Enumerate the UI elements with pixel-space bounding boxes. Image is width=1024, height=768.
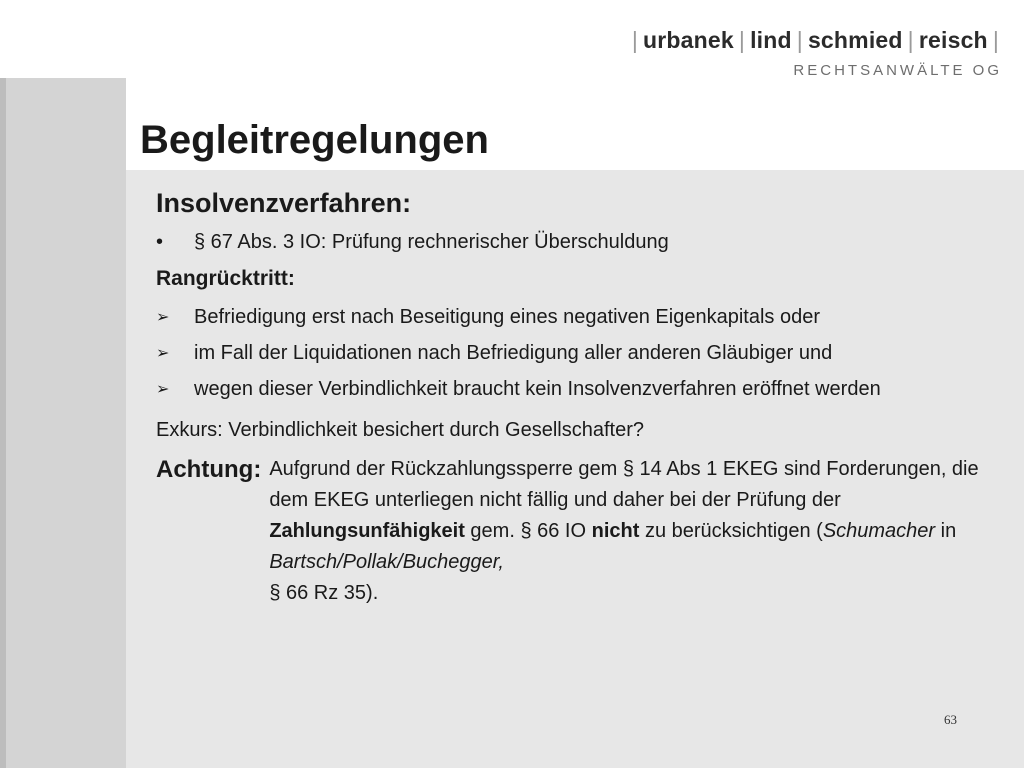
page-number: 63 — [944, 712, 957, 727]
arrow-item — [156, 375, 996, 404]
attention-label: Achtung: — [156, 456, 262, 483]
logo-name-reisch: reisch — [918, 27, 988, 53]
bullet-item — [156, 228, 1016, 256]
attention-text-part: § 66 Rz 35). — [269, 582, 379, 604]
slide-body — [156, 184, 1016, 609]
attention-text-part: Aufgrund der Rückzahlungssperre gem § 14 Abs 1 EKEG sind Forderungen, die dem EKEG unterliegen nicht fällig und daher bei der Prüfung der — [269, 458, 979, 511]
arrow-item-text: im Fall der Liquidationen nach Befriedigung aller anderen Gläubiger und — [194, 342, 833, 364]
arrow-bullet-icon: ➢ — [156, 381, 170, 398]
arrow-item-text: wegen dieser Verbindlichkeit braucht kein Insolvenzverfahren eröffnet werden — [194, 378, 881, 400]
attention-text-part: in — [935, 520, 957, 542]
logo-separator: | — [631, 27, 638, 53]
attention-bold-nicht: nicht — [591, 520, 640, 542]
bullet-icon: • — [156, 231, 164, 253]
logo-separator: | — [907, 27, 914, 53]
firm-logo — [627, 27, 1004, 54]
slide-title: Begleitregelungen — [140, 118, 489, 162]
arrow-item — [156, 303, 1016, 332]
attention-text-part: zu berücksichtigen ( — [639, 520, 823, 542]
attention-block — [156, 454, 1006, 609]
sub-heading: Rangrücktritt: — [156, 267, 295, 290]
attention-text — [261, 454, 989, 609]
logo-name-schmied: schmied — [807, 27, 903, 53]
exkurs-text: Exkurs: Verbindlichkeit besichert durch Gesellschafter? — [156, 419, 645, 441]
logo-separator: | — [992, 27, 999, 53]
left-bar-edge — [0, 78, 6, 768]
arrow-bullet-icon: ➢ — [156, 309, 170, 326]
arrow-item-text: Befriedigung erst nach Beseitigung eines negativen Eigenkapitals oder — [194, 306, 820, 328]
section-heading: Insolvenzverfahren: — [156, 188, 412, 218]
attention-text-part: gem. § 66 IO — [464, 520, 592, 542]
attention-bold-zahlungsunfaehigkeit: Zahlungsunfähigkeit — [269, 520, 465, 542]
attention-italic-author: Schumacher — [822, 520, 936, 542]
bullet-text: § 67 Abs. 3 IO: Prüfung rechnerischer Überschuldung — [194, 231, 669, 253]
arrow-item — [156, 339, 1016, 368]
arrow-bullet-icon: ➢ — [156, 345, 170, 362]
logo-separator: | — [796, 27, 803, 53]
logo-separator: | — [738, 27, 746, 53]
logo-subtitle: RECHTSANWÄLTE OG — [793, 62, 1002, 79]
attention-italic-work: Bartsch/Pollak/Buchegger, — [269, 551, 504, 573]
logo-name-lind: lind — [750, 27, 792, 53]
left-decorative-bar — [0, 78, 126, 768]
logo-name-urbanek: urbanek — [643, 27, 734, 53]
